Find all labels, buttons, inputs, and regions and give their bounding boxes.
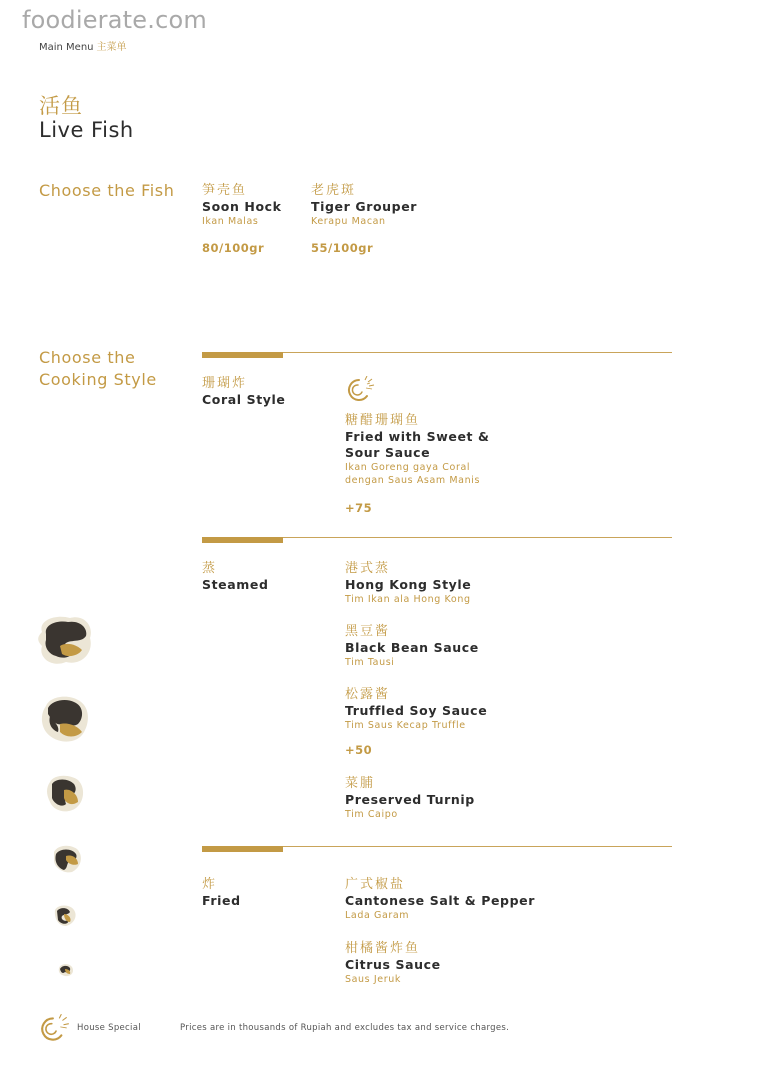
category-name-zh: 珊瑚炸	[202, 376, 248, 391]
decorative-blob-icon	[44, 772, 86, 814]
choose-style-label	[39, 347, 157, 391]
fish-price: 80/100gr	[202, 241, 265, 255]
fish-option-soon-hock[interactable]	[202, 182, 282, 255]
item-desc: Saus Jeruk	[345, 974, 401, 985]
decorative-blob-icon	[52, 902, 78, 928]
fish-name-local: Ikan Malas	[202, 216, 259, 227]
item-desc: Tim Ikan ala Hong Kong	[345, 594, 471, 605]
house-special-icon	[38, 1014, 72, 1044]
section-title: Live Fish	[39, 118, 134, 142]
style-category-fried	[202, 876, 241, 909]
menu-item-truffled-soy[interactable]	[345, 686, 487, 757]
choose-fish-label: Choose the Fish	[39, 181, 175, 200]
section-title-zh: 活鱼	[39, 94, 83, 118]
item-desc-line1: Ikan Goreng gaya Coral	[345, 462, 471, 473]
item-name: Truffled Soy Sauce	[345, 703, 488, 718]
item-desc: Tim Saus Kecap Truffle	[345, 720, 466, 731]
item-name-zh: 广式椒盐	[345, 877, 406, 892]
house-special-label: House Special	[77, 1023, 141, 1033]
menu-item-citrus-sauce[interactable]	[345, 940, 441, 986]
fish-name-local: Kerapu Macan	[311, 216, 386, 227]
category-name-zh: 炸	[202, 877, 218, 892]
divider-accent	[202, 352, 283, 358]
category-name: Steamed	[202, 577, 269, 592]
decorative-blob-icon	[34, 612, 96, 668]
decorative-blob-icon	[57, 962, 75, 978]
item-desc-line2: dengan Saus Asam Manis	[345, 475, 481, 486]
item-name: Citrus Sauce	[345, 957, 441, 972]
item-price: +50	[345, 743, 373, 757]
fish-name-zh: 老虎斑	[311, 183, 357, 198]
fish-name: Tiger Grouper	[311, 199, 418, 214]
item-name: Cantonese Salt & Pepper	[345, 893, 535, 908]
choose-style-label-line2: Cooking Style	[39, 370, 157, 389]
item-name: Hong Kong Style	[345, 577, 472, 592]
item-name-zh: 糖醋珊瑚鱼	[345, 413, 421, 428]
breadcrumb	[39, 38, 127, 53]
main-menu-label-zh: 主菜单	[96, 42, 127, 53]
price-disclaimer: Prices are in thousands of Rupiah and excludes tax and service charges.	[180, 1023, 510, 1033]
item-name-zh: 菜脯	[345, 776, 376, 791]
item-price: +75	[345, 501, 373, 515]
item-name-zh: 港式蒸	[345, 561, 391, 576]
decorative-blob-icon	[38, 692, 92, 746]
menu-item-black-bean[interactable]	[345, 623, 479, 669]
divider-accent	[202, 537, 283, 543]
style-category-steamed	[202, 560, 269, 593]
item-name-line2: Sour Sauce	[345, 445, 431, 460]
item-desc: Lada Garam	[345, 910, 410, 921]
item-name-zh: 柑橘酱炸鱼	[345, 941, 421, 956]
category-name: Coral Style	[202, 392, 286, 407]
item-desc: Tim Tausi	[345, 657, 395, 668]
divider-accent	[202, 846, 283, 852]
item-name: Black Bean Sauce	[345, 640, 479, 655]
choose-style-label-line1: Choose the	[39, 348, 136, 367]
item-name-line1: Fried with Sweet &	[345, 429, 490, 444]
fish-name-zh: 笋壳鱼	[202, 183, 248, 198]
menu-item-salt-pepper[interactable]	[345, 876, 535, 922]
menu-item-sweet-sour[interactable]	[345, 412, 490, 515]
watermark-text: foodierate.com	[22, 6, 207, 34]
category-name-zh: 蒸	[202, 561, 218, 576]
item-name: Preserved Turnip	[345, 792, 475, 807]
main-menu-label: Main Menu	[39, 42, 94, 53]
fish-price: 55/100gr	[311, 241, 374, 255]
decorative-blob-icon	[50, 842, 84, 874]
house-special-icon	[345, 376, 377, 404]
style-category-coral	[202, 375, 286, 408]
item-desc: Tim Caipo	[345, 809, 398, 820]
menu-item-hong-kong-style[interactable]	[345, 560, 471, 606]
menu-item-preserved-turnip[interactable]	[345, 775, 475, 821]
item-name-zh: 黑豆酱	[345, 624, 391, 639]
item-name-zh: 松露酱	[345, 687, 391, 702]
category-name: Fried	[202, 893, 241, 908]
fish-option-tiger-grouper[interactable]	[311, 182, 417, 255]
fish-name: Soon Hock	[202, 199, 282, 214]
